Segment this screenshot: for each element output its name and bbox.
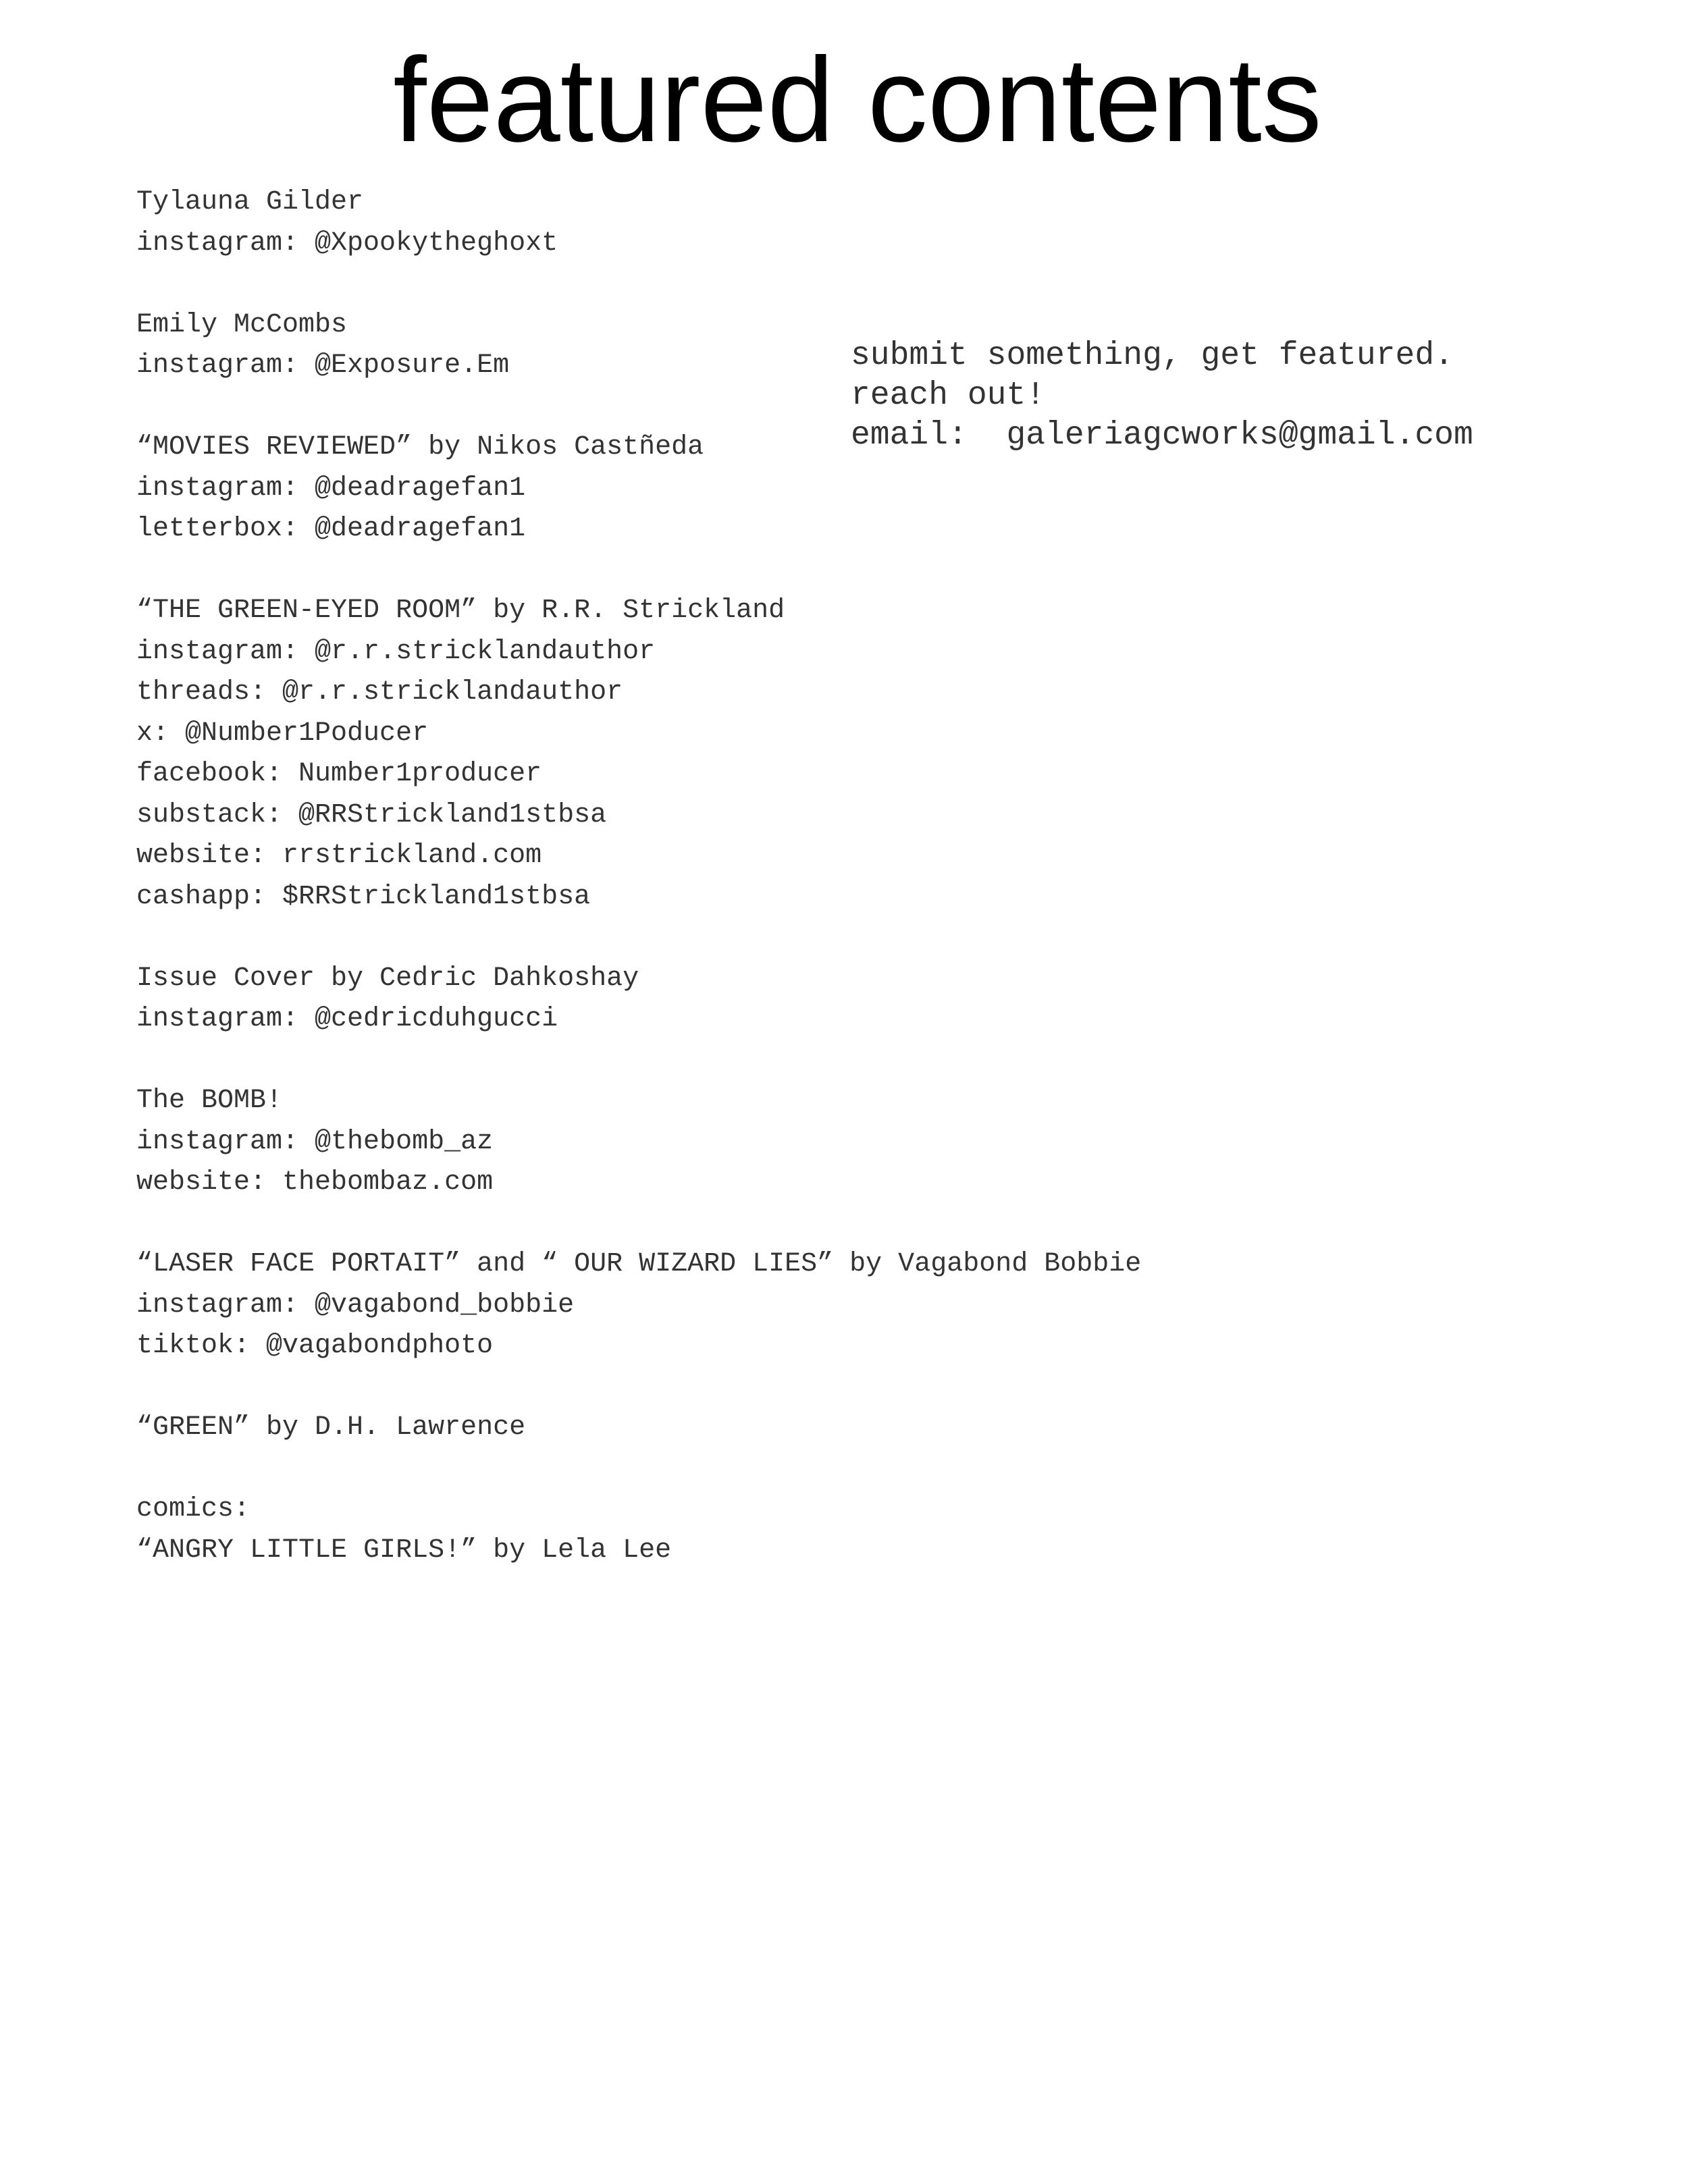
credit-line: tiktok: @vagabondphoto <box>136 1331 494 1361</box>
credit-line: instagram: @cedricduhgucci <box>136 1004 558 1034</box>
page-title: featured contents <box>393 32 1322 167</box>
credit-line <box>136 1449 1217 1490</box>
credit-line: website: rrstrickland.com <box>136 841 542 871</box>
credit-line: instagram: @Xpookytheghoxt <box>136 228 558 259</box>
credit-line: “LASER FACE PORTAIT” and “ OUR WIZARD LIES” by Vagabond Bobbie <box>136 1249 1142 1279</box>
submit-line: submit something, get featured. <box>851 338 1454 374</box>
credit-line: instagram: @deadragefan1 <box>136 473 526 504</box>
credit-line: “MOVIES REVIEWED” by Nikos Castñeda <box>136 432 704 462</box>
credit-line: The BOMB! <box>136 1086 283 1116</box>
credit-line <box>136 550 1217 591</box>
credit-line: “ANGRY LITTLE GIRLS!” by Lela Lee <box>136 1535 672 1566</box>
credit-line: letterbox: @deadragefan1 <box>136 514 526 544</box>
credit-line <box>136 917 1217 959</box>
credit-line: instagram: @r.r.stricklandauthor <box>136 636 656 667</box>
credit-line: threads: @r.r.stricklandauthor <box>136 677 623 708</box>
credit-line: instagram: @vagabond_bobbie <box>136 1289 575 1321</box>
credit-line: substack: @RRStrickland1stbsa <box>136 799 607 830</box>
credit-line <box>136 1367 1217 1408</box>
credit-line: instagram: @thebomb_az <box>136 1126 494 1157</box>
credit-line: x: @Number1Poducer <box>136 718 429 749</box>
credit-line: “THE GREEN-EYED ROOM” by R.R. Strickland <box>136 595 785 626</box>
credit-line: Tylauna Gilder <box>136 187 364 217</box>
credit-line <box>136 1040 1217 1082</box>
credit-line <box>136 264 1217 305</box>
credit-line: cashapp: $RRStrickland1stbsa <box>136 881 591 912</box>
credit-line: Issue Cover by Cedric Dahkoshay <box>136 963 639 994</box>
credit-line: website: thebombaz.com <box>136 1167 494 1198</box>
credit-line <box>136 1204 1217 1245</box>
submit-email: email: galeriagcworks@gmail.com <box>851 417 1473 454</box>
credit-line: instagram: @Exposure.Em <box>136 350 510 381</box>
submit-line: reach out! <box>851 377 1046 414</box>
credit-line: “GREEN” by D.H. Lawrence <box>136 1412 526 1443</box>
credit-line: facebook: Number1producer <box>136 759 542 789</box>
submit-callout <box>851 336 1661 456</box>
credit-line: Emily McCombs <box>136 309 348 340</box>
credit-line: comics: <box>136 1494 250 1524</box>
